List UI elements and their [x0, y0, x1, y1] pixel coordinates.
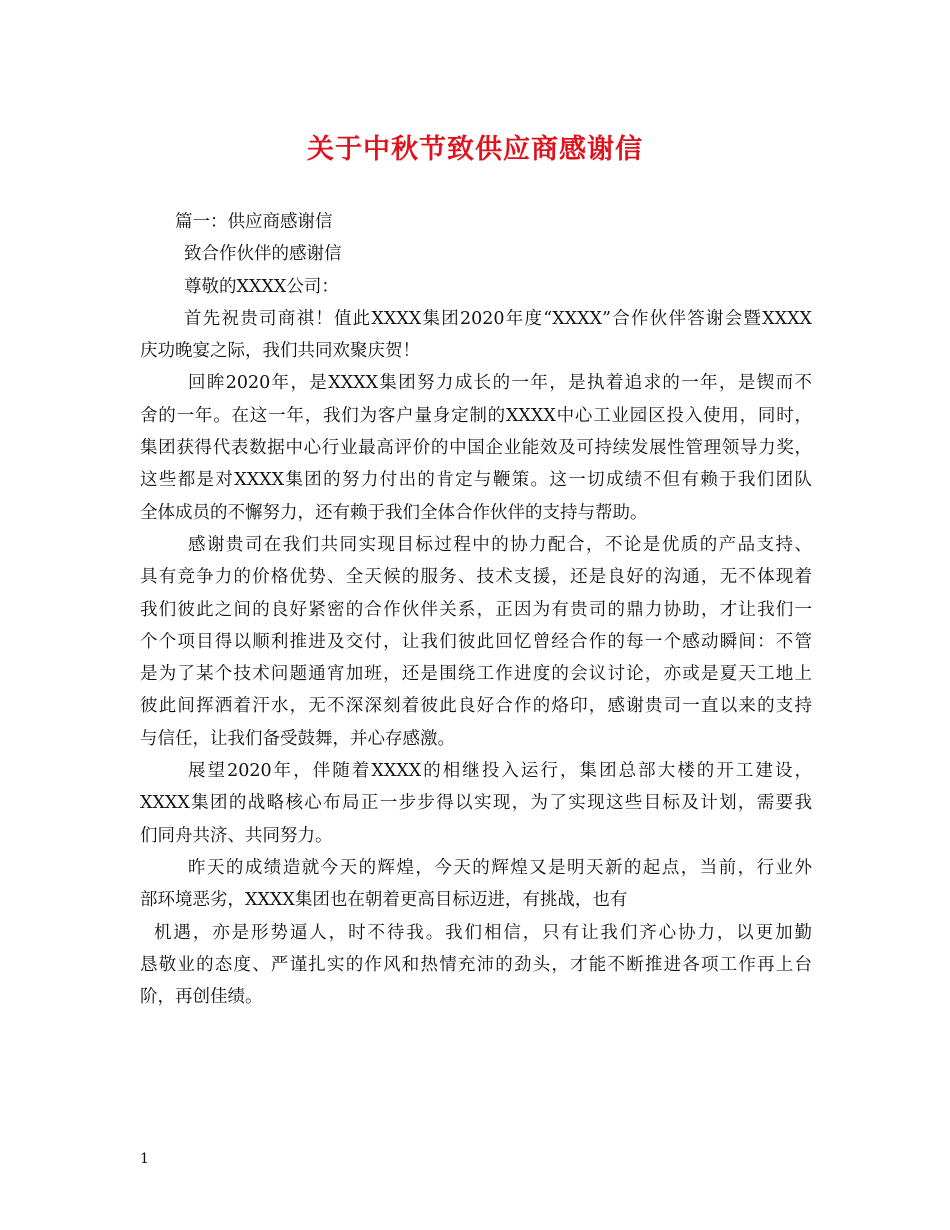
paragraph-line: 是为了某个技术问题通宵加班，还是围绕工作进度的会议讨论，亦或是夏天工地上: [140, 664, 812, 685]
letter-heading: 致合作伙伴的感谢信: [184, 244, 342, 265]
paragraph-line: 我们彼此之间的良好紧密的合作伙伴关系，正因为有贵司的鼎力协助，才让我们一: [140, 599, 812, 620]
page-number: 1: [140, 1151, 149, 1167]
paragraph-line: 恳敬业的态度、严谨扎实的作风和热情充沛的劲头，才能不断推进各项工作再上台: [140, 954, 812, 975]
paragraph-line: 彼此间挥洒着汗水，无不深深刻着彼此良好合作的烙印，感谢贵司一直以来的支持: [140, 696, 812, 717]
paragraph-line: XXXX集团的战略核心布局正一步步得以实现，为了实现这些目标及计划，需要我: [140, 793, 812, 814]
paragraph-line: 首先祝贵司商祺！值此XXXX集团2020年度“XXXX”合作伙伴答谢会暨XXXX: [184, 308, 812, 329]
document-body: [140, 206, 812, 1013]
paragraph-line: 与信任，让我们备受鼓舞，并心存感激。: [140, 728, 455, 749]
paragraph-line: 展望2020年，伴随着XXXX的相继投入运行，集团总部大楼的开工建设，: [188, 761, 812, 782]
paragraph-line: 全体成员的不懈努力，还有赖于我们全体合作伙伴的支持与帮助。: [140, 502, 648, 523]
paragraph-line: 机遇，亦是形势逼人，时不待我。我们相信，只有让我们齐心协力，以更加勤: [154, 922, 812, 943]
paragraph-line: 部环境恶劣，XXXX集团也在朝着更高目标迈进，有挑战，也有: [140, 890, 628, 911]
paragraph-line: 昨天的成绩造就今天的辉煌，今天的辉煌又是明天新的起点，当前，行业外: [188, 857, 812, 878]
paragraph-line: 感谢贵司在我们共同实现目标过程中的协力配合，不论是优质的产品支持、: [188, 534, 812, 555]
paragraph-line: 们同舟共济、共同努力。: [140, 825, 333, 846]
paragraph-line: 庆功晚宴之际，我们共同欢聚庆贺！: [140, 341, 420, 362]
salutation: 尊敬的XXXX公司：: [184, 276, 339, 297]
paragraph-line: 阶，再创佳绩。: [140, 987, 263, 1008]
paragraph-line: 这些都是对XXXX集团的努力付出的肯定与鞭策。这一切成绩不但有赖于我们团队: [140, 470, 812, 491]
paragraph-line: 个个项目得以顺利推进及交付，让我们彼此回忆曾经合作的每一个感动瞬间：不管: [140, 631, 812, 652]
paragraph-line: 集团获得代表数据中心行业最高评价的中国企业能效及可持续发展性管理领导力奖，: [140, 438, 812, 459]
document-title: 关于中秋节致供应商感谢信: [307, 134, 643, 165]
section-heading: 篇一：供应商感谢信: [175, 212, 333, 232]
paragraph-line: 回眸2020年，是XXXX集团努力成长的一年，是执着追求的一年，是锲而不: [188, 373, 812, 394]
paragraph-line: 具有竞争力的价格优势、全天候的服务、技术支援，还是良好的沟通，无不体现着: [140, 567, 812, 588]
paragraph-line: 舍的一年。在这一年，我们为客户量身定制的XXXX中心工业园区投入使用，同时，: [140, 405, 812, 426]
